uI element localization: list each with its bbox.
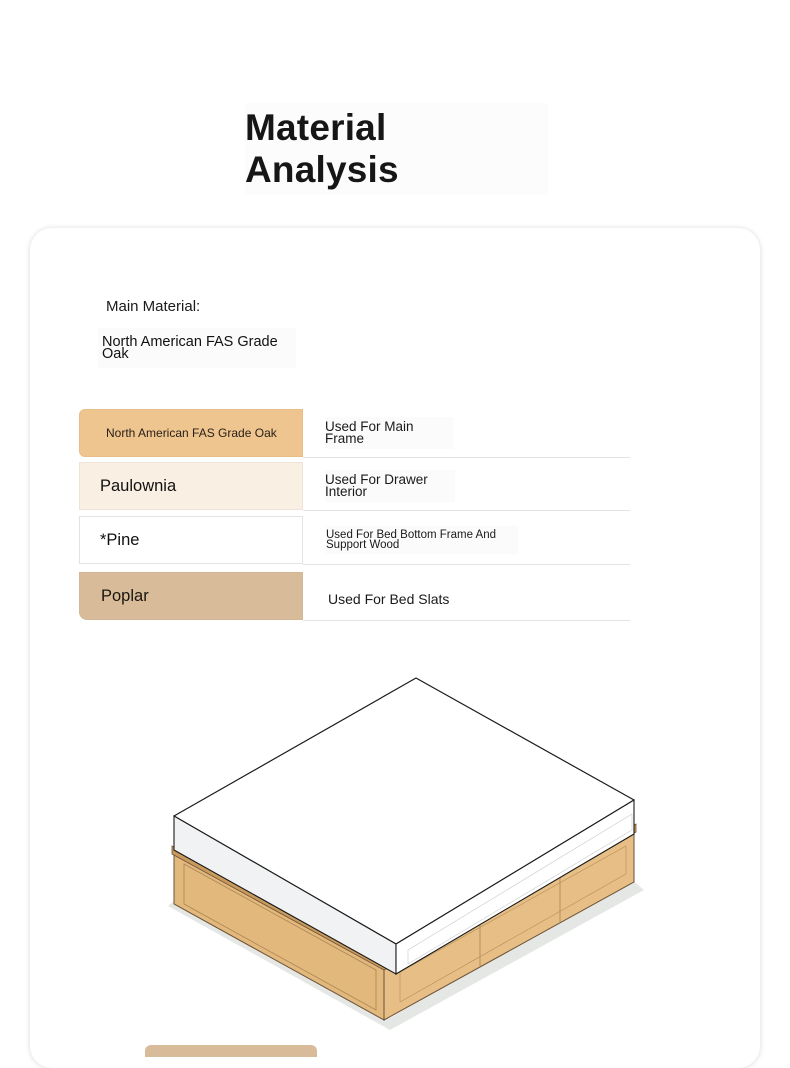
material-use: Used For Bed Slats <box>328 591 450 607</box>
material-name-cell <box>79 462 303 510</box>
material-use: Used For Drawer Interior <box>325 470 455 502</box>
main-material-value: North American FAS Grade Oak <box>98 328 296 368</box>
next-section-tab <box>145 1045 317 1057</box>
page-title: Material Analysis <box>245 103 548 195</box>
material-use-cell <box>303 409 630 458</box>
material-row <box>79 516 630 565</box>
material-use: Used For Bed Bottom Frame And Support Wood <box>326 526 518 554</box>
material-name: North American FAS Grade Oak <box>106 426 277 440</box>
material-name: Poplar <box>101 586 149 605</box>
material-use: Used For Main Frame <box>325 417 453 449</box>
main-material-label: Main Material: <box>106 298 201 315</box>
material-name-cell <box>79 572 303 620</box>
material-use-cell <box>303 516 630 565</box>
bed-illustration-icon <box>150 668 650 1038</box>
material-name-cell <box>79 409 303 457</box>
material-row <box>79 572 630 621</box>
material-row <box>79 462 630 511</box>
material-row <box>79 409 630 458</box>
material-name: *Pine <box>100 530 140 549</box>
material-name-cell <box>79 516 303 564</box>
material-name: Paulownia <box>100 476 177 495</box>
material-use-cell <box>303 462 630 511</box>
material-use-cell <box>303 572 630 621</box>
